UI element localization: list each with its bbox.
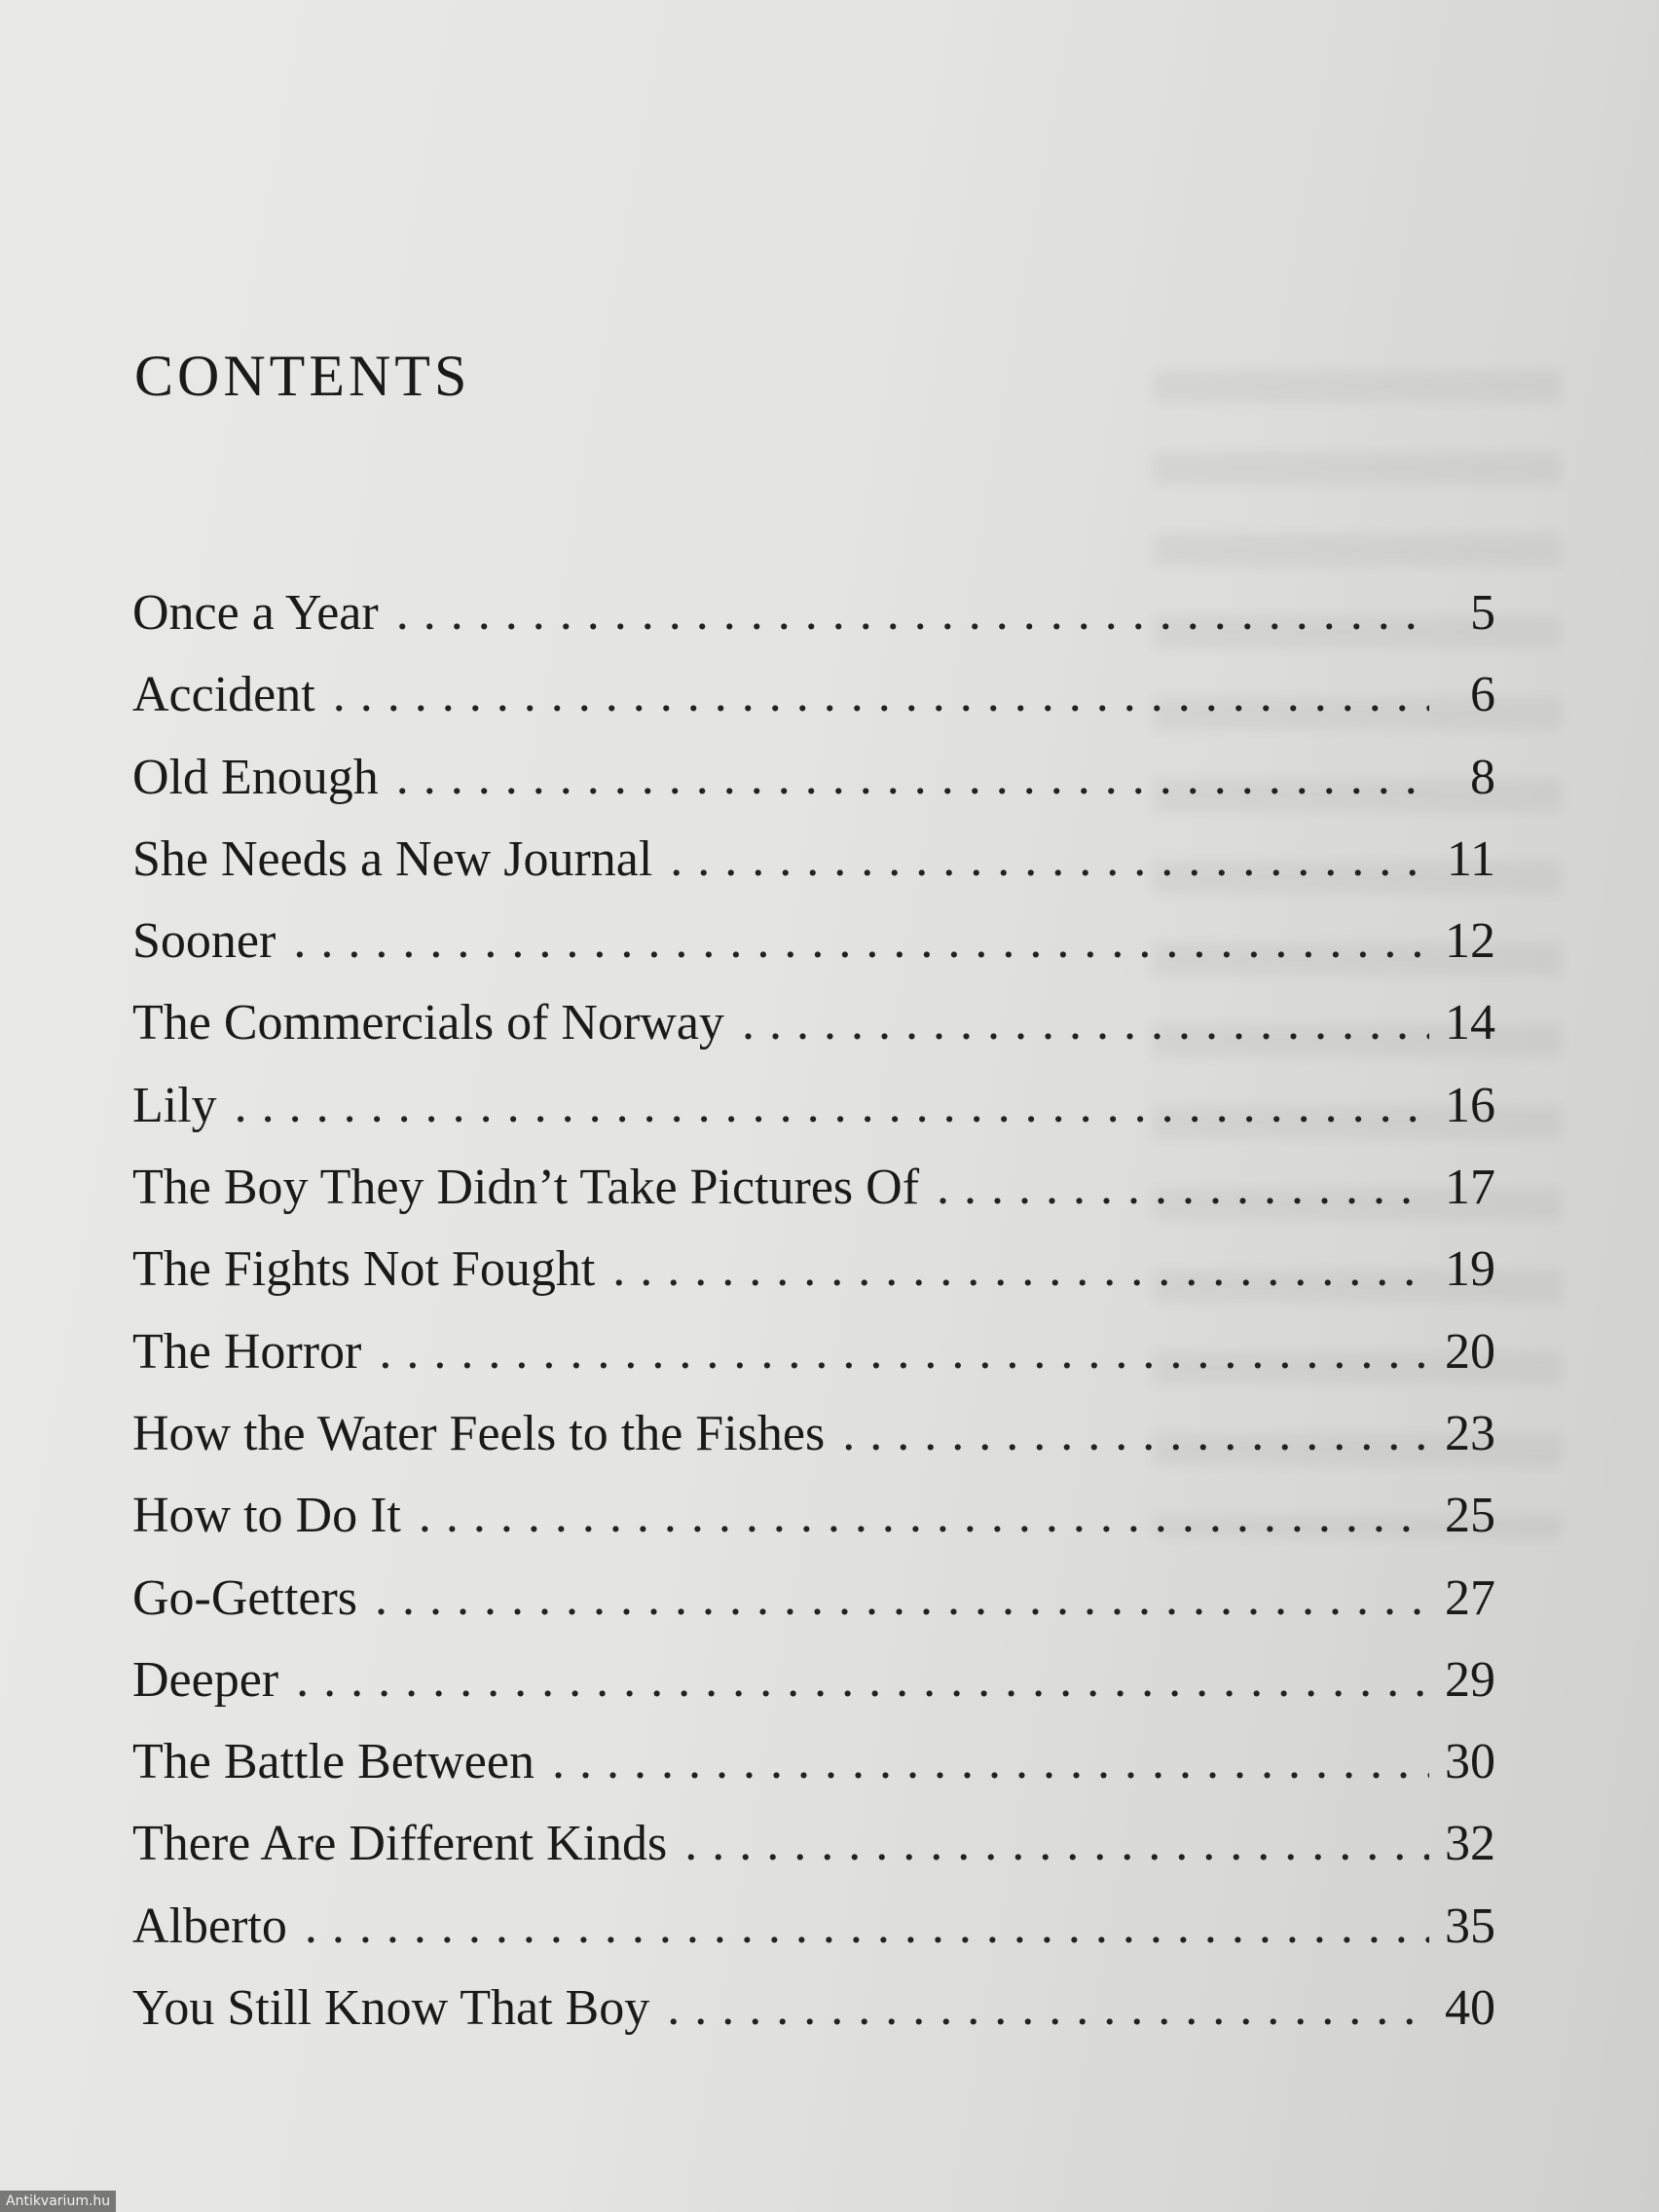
toc-entry-page: 14: [1445, 995, 1495, 1051]
page-title: CONTENTS: [134, 344, 471, 408]
toc-entry-title: Lily: [132, 1077, 217, 1133]
toc-entry-page: 32: [1445, 1816, 1495, 1872]
toc-entry-page: 6: [1470, 667, 1495, 723]
toc-entry: [132, 1968, 1495, 2049]
toc-entry: [132, 1229, 1495, 1310]
toc-entry-page: 35: [1445, 1898, 1495, 1954]
dot-leader: [305, 1886, 1429, 1968]
dot-leader: [667, 1968, 1429, 2049]
dot-leader: [842, 1393, 1429, 1475]
dot-leader: [235, 1065, 1429, 1147]
dot-leader: [937, 1147, 1429, 1229]
toc-entry: [132, 1065, 1495, 1147]
toc-entry-title: The Boy They Didn’t Take Pictures Of: [132, 1160, 920, 1216]
table-of-contents: [132, 572, 1495, 2049]
toc-entry-title: The Commercials of Norway: [132, 995, 724, 1051]
toc-entry: [132, 1721, 1495, 1803]
toc-entry: [132, 654, 1495, 736]
toc-entry-title: Deeper: [132, 1651, 279, 1708]
toc-entry-title: The Horror: [132, 1323, 362, 1380]
toc-entry-page: 8: [1470, 749, 1495, 805]
toc-entry-page: 40: [1445, 1980, 1495, 2037]
toc-entry-page: 5: [1470, 585, 1495, 641]
dot-leader: [684, 1803, 1429, 1885]
toc-entry-title: How the Water Feels to the Fishes: [132, 1405, 826, 1461]
toc-entry: [132, 1640, 1495, 1721]
toc-entry: [132, 737, 1495, 819]
toc-entry-page: 29: [1445, 1651, 1495, 1708]
toc-entry-title: Accident: [132, 667, 315, 723]
toc-entry-page: 23: [1445, 1405, 1495, 1461]
toc-entry-page: 11: [1446, 830, 1495, 887]
toc-entry-title: She Needs a New Journal: [132, 830, 653, 887]
dot-leader: [293, 901, 1429, 982]
toc-entry-title: The Fights Not Fought: [132, 1241, 596, 1298]
toc-entry: [132, 1311, 1495, 1393]
toc-entry-page: 12: [1445, 913, 1495, 970]
dot-leader: [333, 654, 1429, 736]
dot-leader: [419, 1475, 1429, 1557]
toc-entry-title: Sooner: [132, 913, 276, 970]
watermark: Antikvarium.hu: [0, 2191, 116, 2212]
toc-entry: [132, 819, 1495, 901]
dot-leader: [612, 1229, 1429, 1310]
toc-entry: [132, 1803, 1495, 1885]
toc-entry: [132, 572, 1495, 654]
toc-entry-title: Alberto: [132, 1898, 287, 1954]
dot-leader: [742, 982, 1429, 1064]
toc-entry: [132, 901, 1495, 982]
toc-entry-page: 20: [1445, 1323, 1495, 1380]
toc-entry: [132, 982, 1495, 1064]
toc-entry-page: 19: [1445, 1241, 1495, 1298]
toc-entry-title: The Battle Between: [132, 1734, 535, 1790]
toc-entry-title: Once a Year: [132, 585, 379, 641]
toc-entry-page: 25: [1445, 1488, 1495, 1544]
toc-entry-title: You Still Know That Boy: [132, 1980, 650, 2037]
toc-entry: [132, 1558, 1495, 1640]
toc-entry-page: 27: [1445, 1569, 1495, 1626]
dot-leader: [670, 819, 1429, 901]
dot-leader: [296, 1640, 1429, 1721]
toc-entry: [132, 1147, 1495, 1229]
toc-entry: [132, 1886, 1495, 1968]
toc-entry-page: 17: [1445, 1160, 1495, 1216]
toc-entry-page: 16: [1445, 1077, 1495, 1133]
toc-entry-title: Go-Getters: [132, 1569, 358, 1626]
toc-entry: [132, 1475, 1495, 1557]
toc-entry: [132, 1393, 1495, 1475]
toc-entry-title: Old Enough: [132, 749, 379, 805]
dot-leader: [396, 572, 1429, 654]
dot-leader: [396, 737, 1429, 819]
dot-leader: [375, 1558, 1429, 1640]
toc-entry-page: 30: [1445, 1734, 1495, 1790]
toc-entry-title: There Are Different Kinds: [132, 1816, 668, 1872]
toc-entry-title: How to Do It: [132, 1488, 401, 1544]
dot-leader: [379, 1311, 1429, 1393]
dot-leader: [552, 1721, 1429, 1803]
